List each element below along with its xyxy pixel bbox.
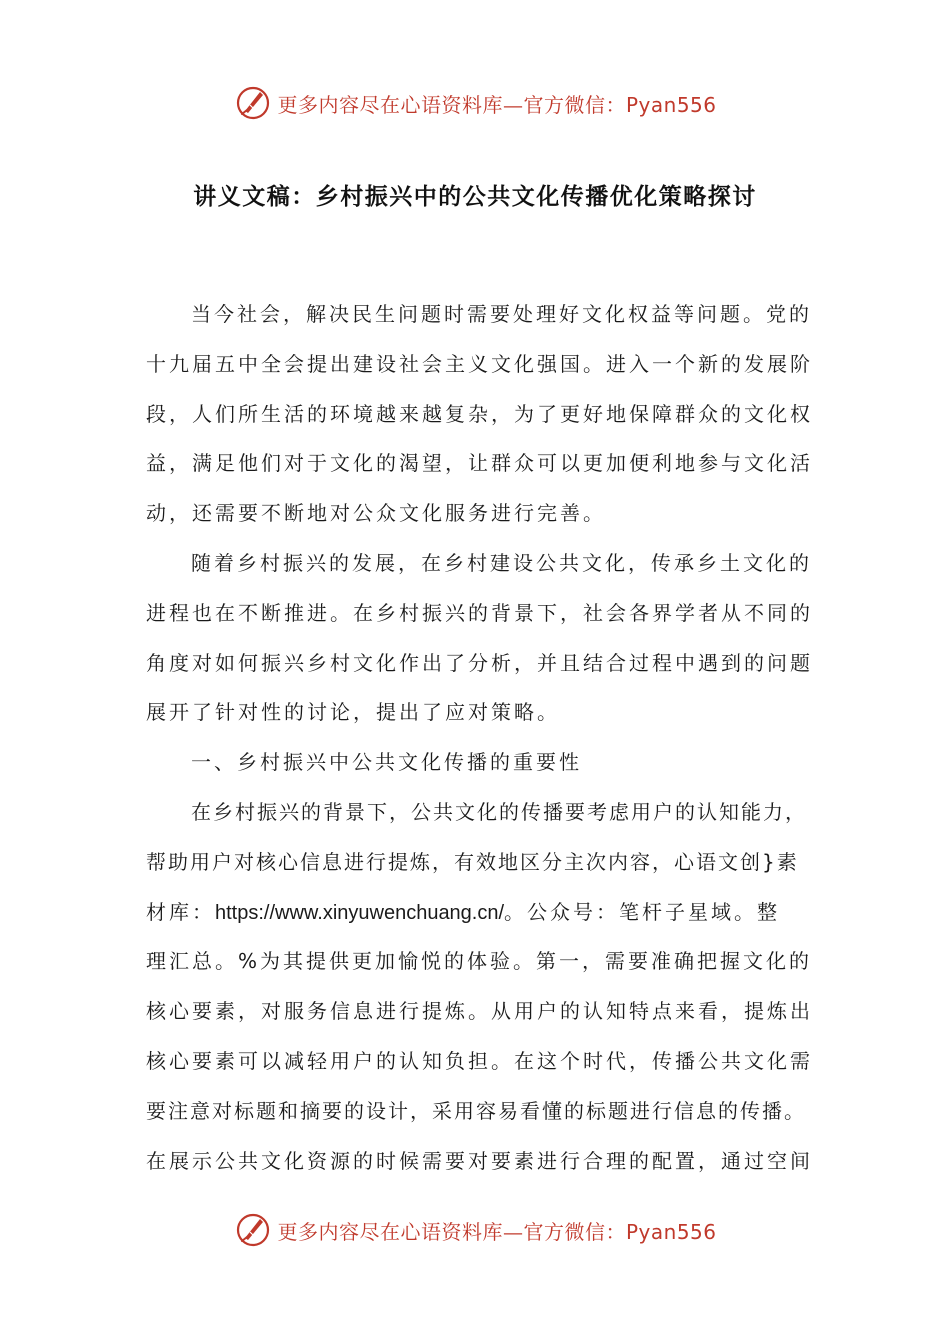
text-line: 十九届五中全会提出建设社会主义文化强国。进入一个新的发展阶 bbox=[146, 351, 813, 376]
header-watermark bbox=[0, 81, 950, 125]
text-line: 段，人们所生活的环境越来越复杂，为了更好地保障群众的文化权 bbox=[146, 401, 813, 426]
text-line: 展开了针对性的讨论，提出了应对策略。 bbox=[146, 700, 560, 725]
text-line: 帮助用户对核心信息进行提炼，有效地区分主次内容，心语文创}素 bbox=[146, 849, 799, 874]
text-line: 在展示公共文化资源的时候需要对要素进行合理的配置，通过空间 bbox=[146, 1148, 813, 1173]
document-title: 讲义文稿：乡村振兴中的公共文化传播优化策略探讨 bbox=[193, 184, 757, 210]
text-line: 动，还需要不断地对公众文化服务进行完善。 bbox=[146, 501, 606, 526]
watermark-wechat-id: Pyan556 bbox=[625, 1219, 717, 1244]
text-line: 随着乡村振兴的发展，在乡村建设公共文化，传承乡土文化的 bbox=[191, 550, 812, 575]
quill-pen-icon bbox=[233, 83, 273, 123]
text-line: 在乡村振兴的背景下，公共文化的传播要考虑用户的认知能力， bbox=[191, 799, 807, 824]
watermark-separator: — bbox=[502, 1219, 524, 1244]
watermark-wechat-id: Pyan556 bbox=[625, 92, 717, 117]
text-fragment: 材库： bbox=[146, 899, 215, 924]
text-line-with-link bbox=[146, 888, 806, 938]
watermark-main-text: 更多内容尽在心语资料库 bbox=[277, 92, 503, 117]
watermark-wechat-label: 官方微信： bbox=[523, 92, 626, 117]
watermark-group bbox=[233, 1210, 716, 1250]
quill-pen-icon bbox=[233, 1210, 273, 1250]
watermark-group bbox=[233, 83, 716, 123]
text-fragment: 。公众号：笔杆子星域。整 bbox=[504, 899, 781, 924]
text-line: 角度对如何振兴乡村文化作出了分析，并且结合过程中遇到的问题 bbox=[146, 650, 813, 675]
watermark-wechat-label: 官方微信： bbox=[523, 1219, 626, 1244]
text-line: 要注意对标题和摘要的设计，采用容易看懂的标题进行信息的传播。 bbox=[146, 1098, 806, 1123]
document-body bbox=[146, 290, 813, 1186]
text-line: 核心要素，对服务信息进行提炼。从用户的认知特点来看，提炼出 bbox=[146, 999, 813, 1024]
text-line: 进程也在不断推进。在乡村振兴的背景下，社会各界学者从不同的 bbox=[146, 600, 813, 625]
section-heading: 一、乡村振兴中公共文化传播的重要性 bbox=[191, 750, 582, 775]
text-line: 益，满足他们对于文化的渴望，让群众可以更加便利地参与文化活 bbox=[146, 451, 813, 476]
text-line: 理汇总。%为其提供更加愉悦的体验。第一，需要准确把握文化的 bbox=[146, 949, 813, 974]
text-line: 核心要素可以减轻用户的认知负担。在这个时代，传播公共文化需 bbox=[146, 1048, 813, 1073]
watermark-main-text: 更多内容尽在心语资料库 bbox=[277, 1219, 503, 1244]
watermark-text bbox=[277, 89, 716, 118]
website-link[interactable]: https://www.xinyuwenchuang.cn/ bbox=[215, 901, 505, 924]
watermark-separator: — bbox=[502, 92, 524, 117]
text-line: 当今社会，解决民生问题时需要处理好文化权益等问题。党的 bbox=[191, 302, 812, 326]
footer-watermark bbox=[0, 1208, 950, 1252]
watermark-text bbox=[277, 1216, 716, 1245]
